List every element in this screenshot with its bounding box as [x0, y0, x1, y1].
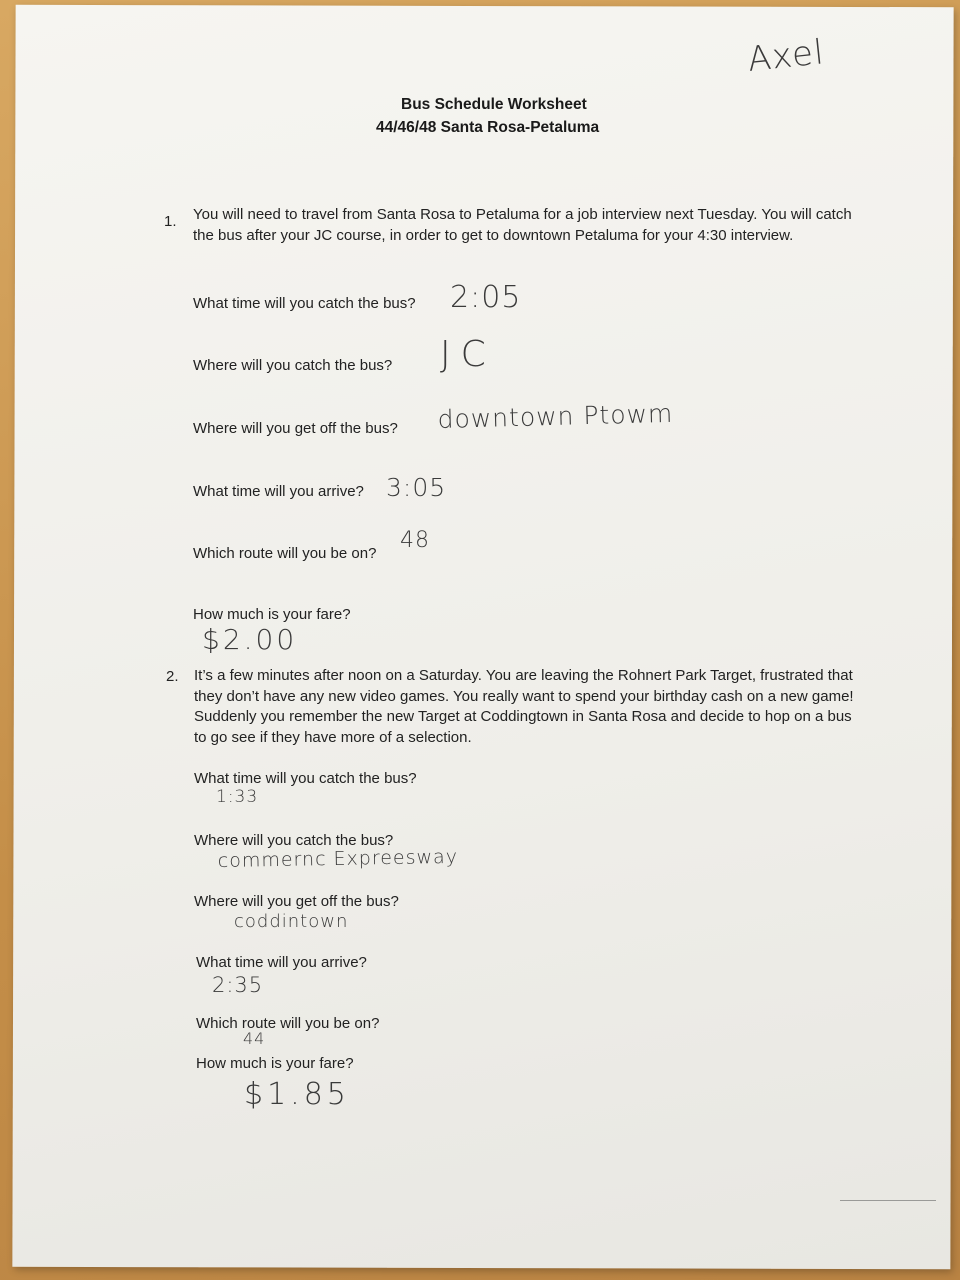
q2-get-off-answer: coddintown	[234, 911, 349, 932]
worksheet-paper	[12, 5, 953, 1269]
q1-get-off-label: Where will you get off the bus?	[193, 420, 398, 437]
q2-catch-place-label: Where will you catch the bus?	[194, 832, 394, 849]
question-1-prompt: You will need to travel from Santa Rosa to Petaluma for a job interview next Tuesday. You will catch the bus after your JC course, in order to get to downtown Petaluma for your 4:30 interview.	[193, 206, 852, 244]
q1-fare-label: How much is your fare?	[193, 606, 351, 623]
student-name: Axel	[745, 32, 827, 80]
footer-rule	[840, 1200, 936, 1201]
q1-catch-place-answer: JC	[440, 334, 496, 375]
worksheet-subtitle: 44/46/48 Santa Rosa-Petaluma	[376, 119, 600, 136]
q2-fare-label: How much is your fare?	[196, 1055, 354, 1072]
q1-catch-time-label: What time will you catch the bus?	[193, 295, 416, 312]
q1-route-answer: 48	[400, 528, 430, 553]
q2-arrive-label: What time will you arrive?	[196, 954, 367, 971]
q1-arrive-answer: 3:05	[386, 473, 447, 502]
q1-fare-answer: $2.00	[202, 623, 298, 656]
q1-get-off-answer: downtown Ptowm	[437, 398, 674, 434]
question-1-number: 1.	[164, 213, 177, 230]
q1-arrive-label: What time will you arrive?	[193, 483, 364, 500]
q2-get-off-label: Where will you get off the bus?	[194, 893, 399, 910]
q1-catch-place-label: Where will you catch the bus?	[193, 357, 393, 374]
worksheet-title: Bus Schedule Worksheet	[401, 96, 587, 113]
question-2-prompt: It’s a few minutes after noon on a Saturday. You are leaving the Rohnert Park Target, frustrated that they don’t have any new video games. You really want to spend your birthday cash on a new game! Suddenly you remember the new Target at Coddingtown in Santa Rosa and decide to hop on a bus to go see if they have more of a selection.	[194, 667, 854, 746]
question-2-number: 2.	[166, 668, 179, 685]
q2-catch-time-label: What time will you catch the bus?	[194, 770, 417, 787]
q2-catch-time-answer: 1:33	[216, 787, 259, 807]
q2-route-label: Which route will you be on?	[196, 1015, 380, 1032]
q2-arrive-answer: 2:35	[212, 973, 264, 997]
q2-route-answer: 44	[243, 1029, 266, 1048]
q1-route-label: Which route will you be on?	[193, 545, 377, 562]
q2-fare-answer: $1.85	[244, 1077, 350, 1112]
q2-catch-place-answer: commernc Expreesway	[217, 845, 459, 872]
q1-catch-time-answer: 2:05	[450, 280, 522, 315]
